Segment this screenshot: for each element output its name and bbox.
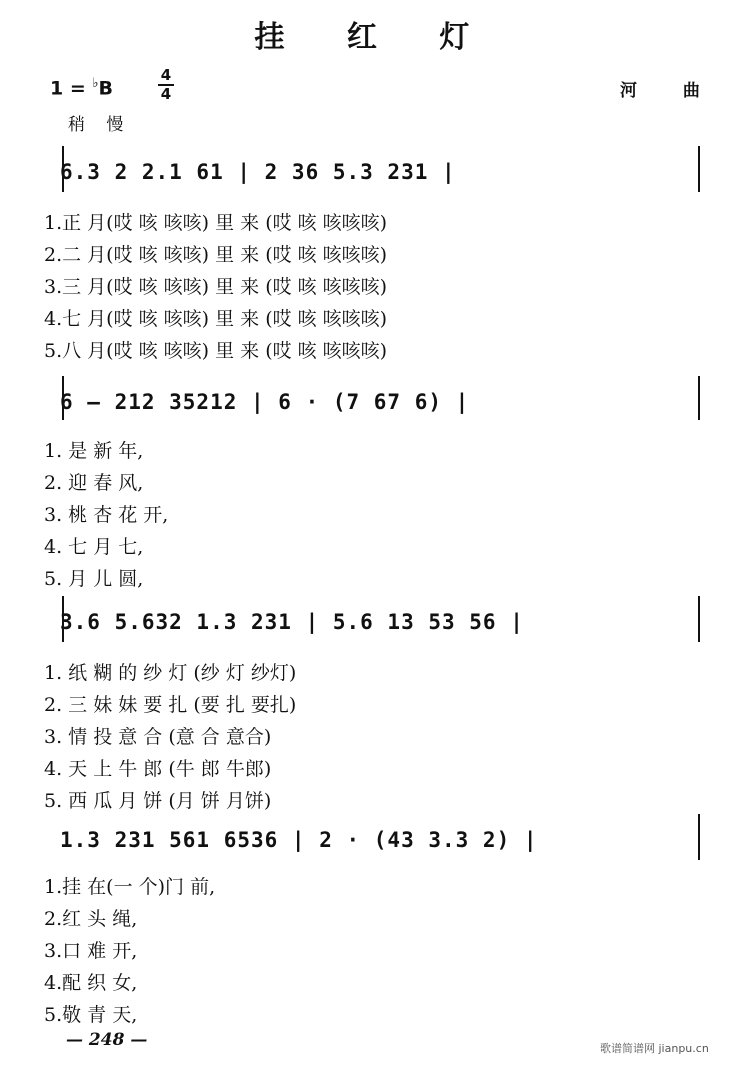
lyric-line: 4. 七 月 七,	[44, 536, 144, 558]
music-line-2: 6 — 212 35212 | 6 · (7 67 6) |	[60, 390, 470, 414]
barline	[698, 146, 700, 192]
lyric-line: 2. 三 妹 妹 要 扎 (要 扎 要扎)	[44, 694, 297, 716]
lyric-line: 3.口 难 开,	[44, 940, 138, 962]
lyric-line: 1. 是 新 年,	[44, 440, 144, 462]
time-signature	[158, 68, 174, 102]
lyric-line: 4.配 织 女,	[44, 972, 138, 994]
barline	[698, 376, 700, 420]
lyric-line: 5.敬 青 天,	[44, 1004, 138, 1026]
lyric-line: 2. 迎 春 风,	[44, 472, 144, 494]
lyric-line: 3. 情 投 意 合 (意 合 意合)	[44, 726, 272, 748]
song-origin: 河 曲	[620, 81, 720, 101]
music-line-1: 6.3 2 2.1 61 | 2 36 5.3 231 |	[60, 160, 456, 184]
lyric-line: 5. 西 瓜 月 饼 (月 饼 月饼)	[44, 790, 272, 812]
lyric-line: 5.八 月(哎 咳 咳咳) 里 来 (哎 咳 咳咳咳)	[44, 340, 388, 362]
barline	[698, 814, 700, 860]
lyric-line: 4. 天 上 牛 郎 (牛 郎 牛郎)	[44, 758, 272, 780]
watermark: 歌谱简谱网 jianpu.cn	[600, 1042, 709, 1055]
tempo-marking: 稍 慢	[68, 115, 132, 135]
page-number: — 248 —	[66, 1030, 148, 1050]
meter-bottom: 4	[160, 85, 172, 103]
lyric-line: 3.三 月(哎 咳 咳咳) 里 来 (哎 咳 咳咳咳)	[44, 276, 388, 298]
lyric-line: 3. 桃 杏 花 开,	[44, 504, 169, 526]
key-prefix: 1 =	[50, 77, 93, 100]
key-signature	[50, 76, 113, 99]
meter-top: 4	[160, 66, 172, 84]
lyric-line: 2.红 头 绳,	[44, 908, 138, 930]
key-note: B	[98, 77, 113, 100]
lyric-line: 4.七 月(哎 咳 咳咳) 里 来 (哎 咳 咳咳咳)	[44, 308, 388, 330]
lyric-line: 1.挂 在(一 个)门 前,	[44, 876, 216, 898]
song-title: 挂 红 灯	[254, 20, 496, 55]
lyric-line: 5. 月 儿 圆,	[44, 568, 144, 590]
flat-sign: ♭	[92, 76, 99, 91]
music-line-3: 3.6 5.632 1.3 231 | 5.6 13 53 56 |	[60, 610, 524, 634]
lyric-line: 2.二 月(哎 咳 咳咳) 里 来 (哎 咳 咳咳咳)	[44, 244, 388, 266]
music-line-4: 1.3 231 561 6536 | 2 · (43 3.3 2) |	[60, 828, 538, 852]
lyric-line: 1.正 月(哎 咳 咳咳) 里 来 (哎 咳 咳咳咳)	[44, 212, 388, 234]
barline	[698, 596, 700, 642]
lyric-line: 1. 纸 糊 的 纱 灯 (纱 灯 纱灯)	[44, 662, 297, 684]
